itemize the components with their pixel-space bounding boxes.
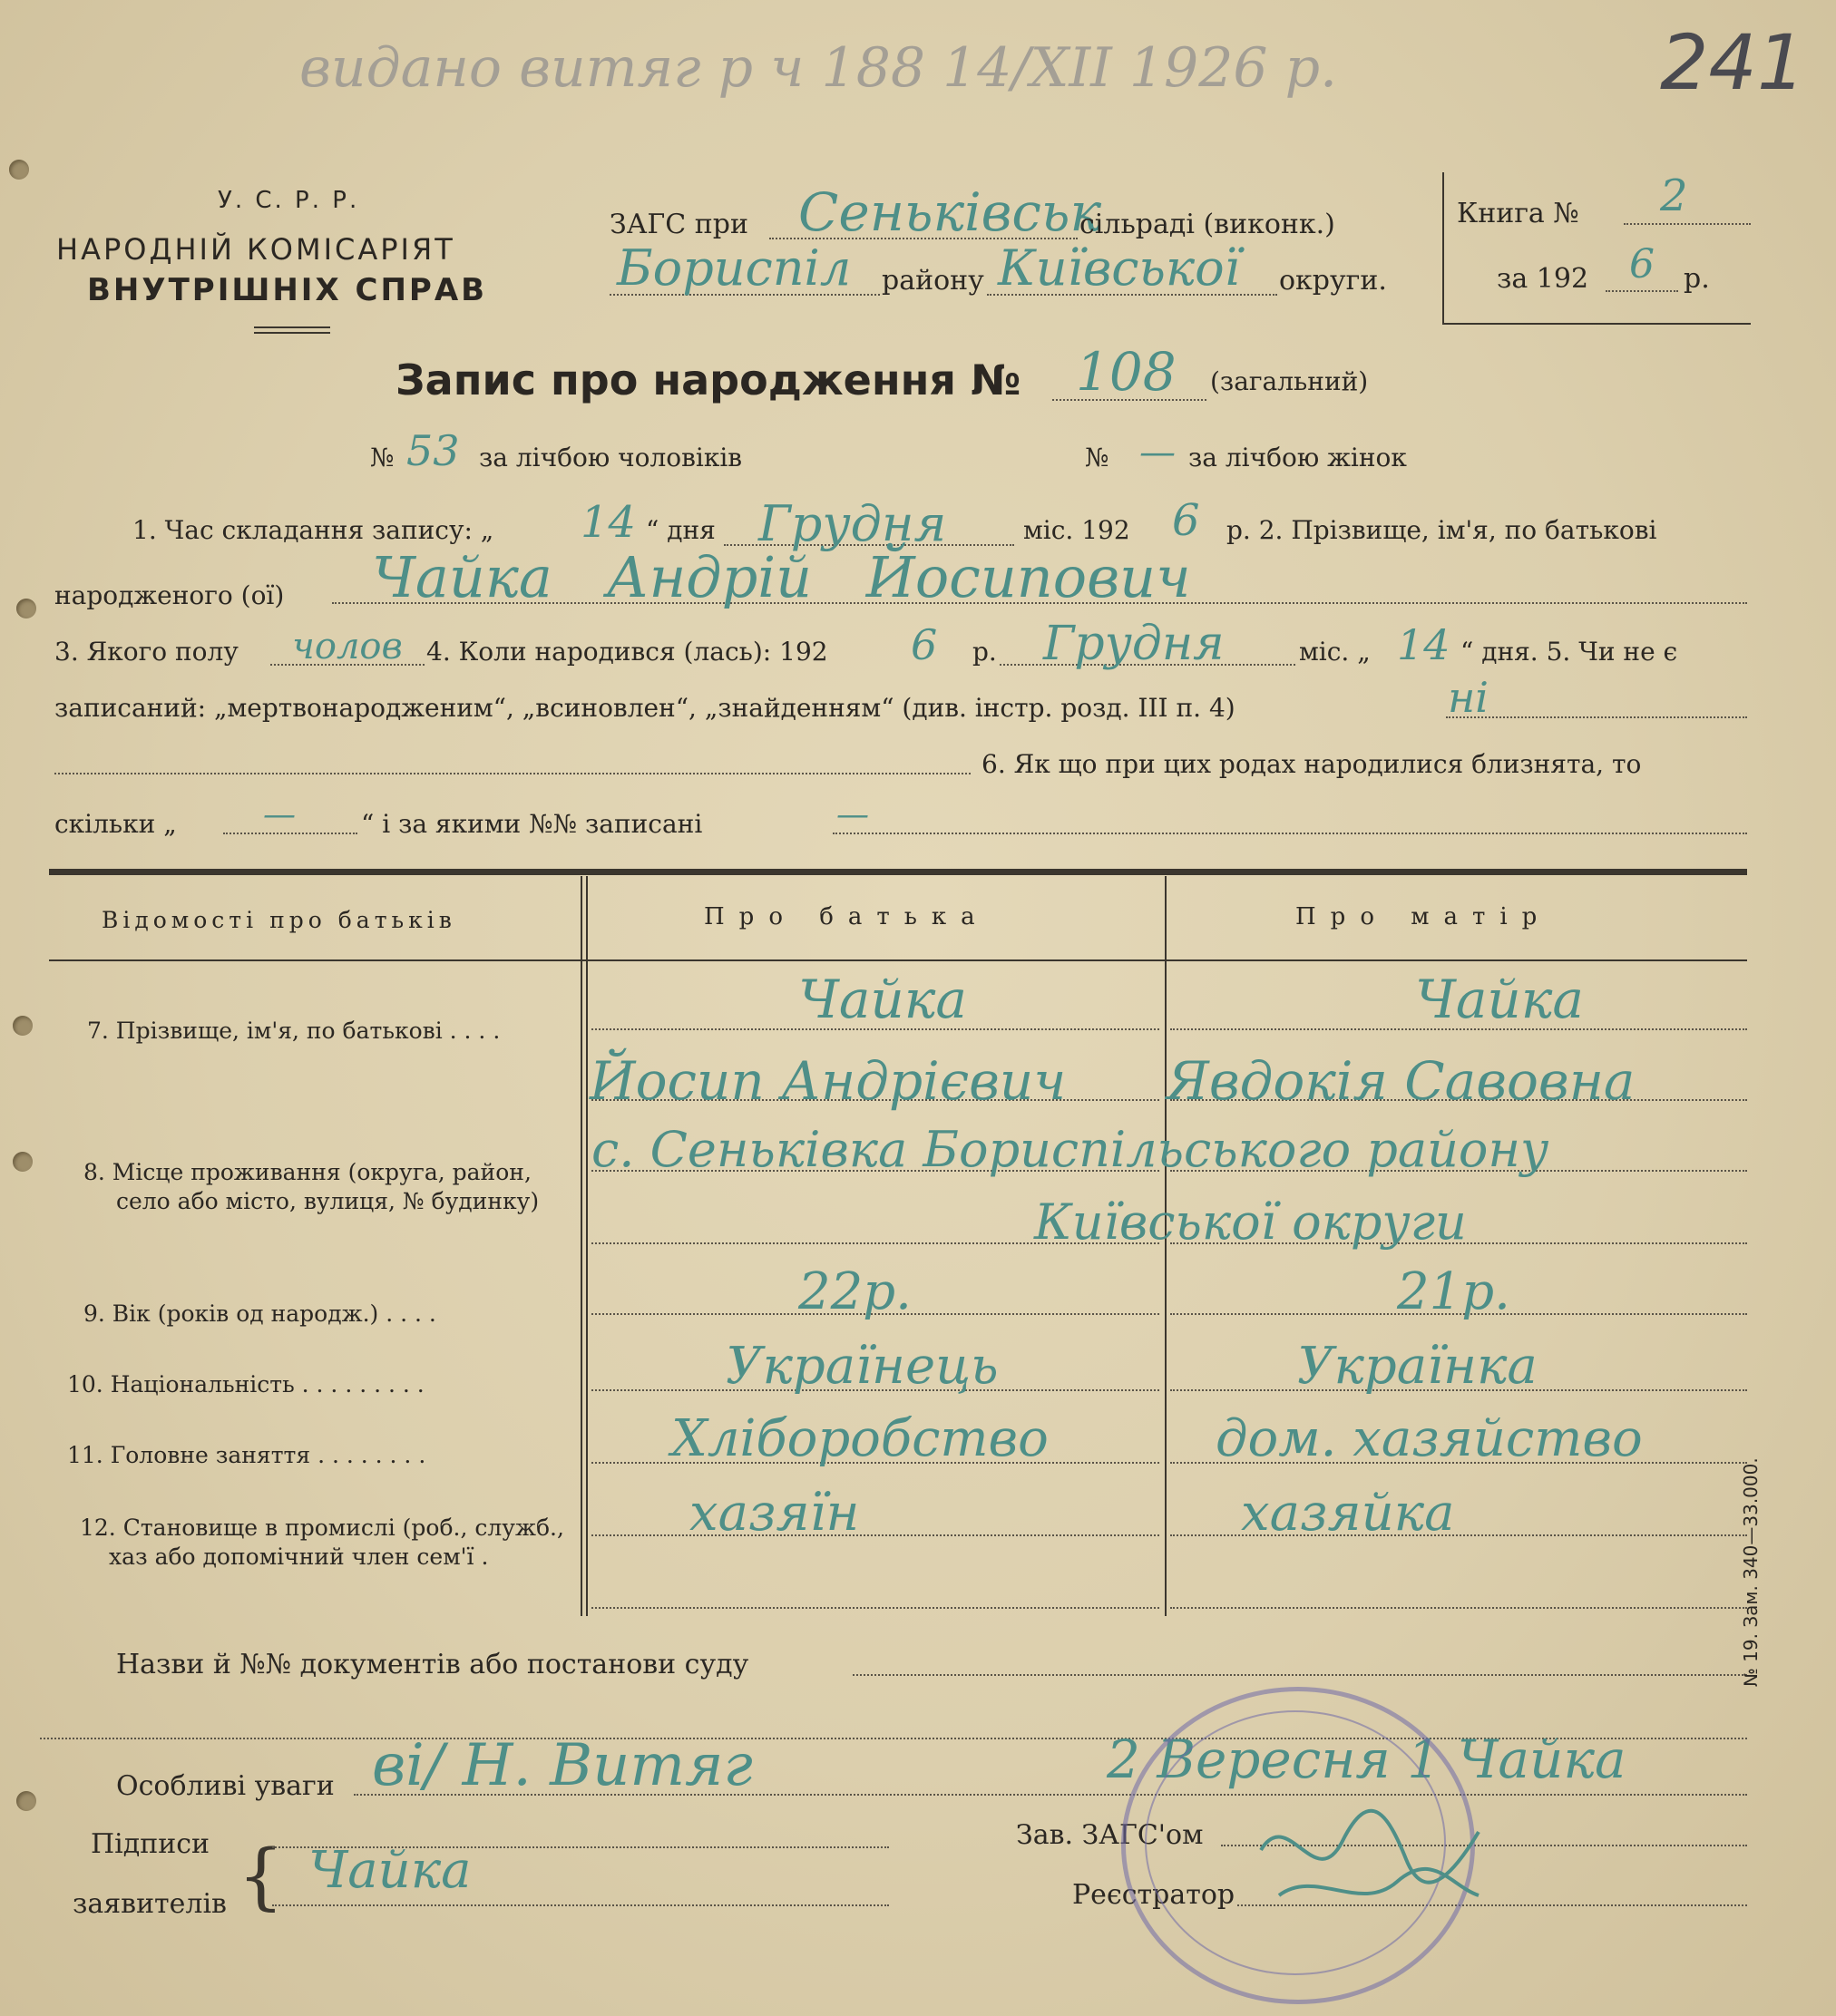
row-8-label-a: 8. Місце проживання (округа, район,: [83, 1159, 532, 1185]
row-12-label-b: хаз або допомічний член сем'ї .: [109, 1544, 489, 1570]
birth-date-label: 4. Коли народився (лась): 192: [426, 637, 828, 667]
name-field-label: р. 2. Прізвище, ім'я, по батькові: [1226, 515, 1657, 545]
born-name: Чайка Андрій Йосипович: [372, 544, 1191, 610]
female-prefix: №: [1085, 443, 1109, 472]
village-value: Сеньківськ: [798, 181, 1102, 243]
entry-day: 14: [581, 497, 637, 548]
mother-position: хазяйка: [1241, 1484, 1455, 1543]
commissariat-label: НАРОДНІЙ КОМІСАРІЯТ: [56, 232, 455, 267]
entry-year: 6: [1172, 495, 1200, 546]
record-title: Запис про народження №: [396, 355, 1021, 404]
book-number-line: [1624, 223, 1751, 225]
signatures-label-2: заявителів: [73, 1888, 227, 1920]
father-age: 22р.: [798, 1262, 912, 1321]
record-suffix: (загальний): [1210, 366, 1369, 396]
mother-row-line-9: [1170, 1607, 1747, 1609]
documents-line: [853, 1674, 1747, 1676]
entry-day-label: “ дня: [646, 515, 716, 545]
book-box-left: [1442, 172, 1444, 325]
birth-day-label: “ дня. 5. Чи не є: [1460, 637, 1678, 667]
okrug-label: округи.: [1279, 265, 1387, 297]
twins-count-label: скільки „: [54, 809, 177, 839]
book-year-suffix: р.: [1684, 263, 1710, 295]
table-header-father: Про батька: [704, 903, 990, 930]
father-position: хазяїн: [689, 1484, 860, 1543]
father-name: Йосип Андрієвич: [590, 1050, 1067, 1112]
father-occupation: Хліборобство: [671, 1409, 1049, 1468]
twins-question: 6. Як що при цих родах народилися близнята, то: [981, 749, 1642, 779]
book-number: 2: [1660, 170, 1688, 221]
twins-count: —: [263, 796, 296, 833]
head-signature: [1252, 1796, 1488, 1923]
book-year-prefix: за 192: [1497, 263, 1589, 295]
row-8-label-b: село або місто, вулиця, № будинку): [116, 1188, 540, 1214]
male-number: 53: [406, 426, 460, 475]
remarks-value-2: 2 Вересня 1 Чайка: [1107, 1729, 1626, 1790]
birth-month-label: міс. „: [1299, 637, 1371, 667]
table-header-parents: Відомості про батьків: [102, 907, 456, 933]
father-surname: Чайка: [798, 969, 967, 1030]
twins-line-blank: [54, 773, 971, 774]
book-year-digit: 6: [1629, 241, 1655, 287]
birth-month: Грудня: [1043, 617, 1225, 671]
header-rule-2: [254, 332, 330, 334]
male-prefix: №: [370, 443, 395, 472]
district-value: Бориспіл: [617, 239, 852, 297]
signatures-brace: {: [238, 1834, 284, 1918]
remarks-label: Особливі уваги: [116, 1770, 335, 1802]
documents-label: Назви й №№ документів або постанови суду: [116, 1649, 749, 1680]
father-row-line-8: [591, 1534, 1159, 1536]
mother-nationality: Українка: [1297, 1337, 1538, 1396]
okrug-value: Київської: [998, 239, 1240, 297]
birth-year: 6: [911, 620, 938, 669]
side-print: № 19. Зам. 340—33.000.: [1740, 1457, 1762, 1687]
sex-value: чолов: [292, 626, 403, 667]
zags-prefix: ЗАГС при: [610, 209, 748, 240]
status-line: [1446, 716, 1747, 718]
mother-surname: Чайка: [1415, 969, 1584, 1030]
page-number: 241: [1660, 18, 1806, 107]
twins-records-label: “ і за якими №№ записані: [361, 809, 703, 839]
female-label: за лічбою жінок: [1188, 443, 1407, 472]
book-box-bottom: [1442, 323, 1751, 325]
address-line-1: с. Сеньківка Бориспільського району: [591, 1121, 1549, 1178]
row-9-label: 9. Вік (років од народж.) . . . .: [83, 1300, 436, 1327]
head-label: Зав. ЗАГС'ом: [1016, 1819, 1204, 1851]
department-label: ВНУТРІШНІХ СПРАВ: [87, 272, 488, 308]
status-answer: ні: [1448, 673, 1489, 722]
usrr-label: У. С. Р. Р.: [218, 187, 360, 214]
status-question: записаний: „мертвонародженим“, „всиновлен“, „знайденням“ (див. інстр. розд. III п. 4): [54, 693, 1235, 723]
row-7-label: 7. Прізвище, ім'я, по батькові . . . .: [87, 1018, 501, 1044]
council-label: сільраді (виконк.): [1079, 209, 1335, 240]
mother-age: 21р.: [1397, 1262, 1510, 1321]
male-label: за лічбою чоловіків: [479, 443, 743, 472]
address-line-2: Київської округи: [1034, 1193, 1467, 1251]
mother-name: Явдокія Савовна: [1167, 1050, 1636, 1112]
header-rule: [254, 326, 330, 328]
born-label: народженого (ої): [54, 580, 285, 610]
birth-year-suffix: р.: [972, 637, 997, 667]
book-label: Книга №: [1457, 198, 1579, 229]
row-12-label-a: 12. Становище в промислі (роб., служб.,: [80, 1514, 564, 1541]
table-col-divider-1: [581, 876, 582, 1616]
table-header-rule: [49, 959, 1747, 961]
signature-line-2: [272, 1904, 889, 1906]
table-top-rule: [49, 869, 1747, 875]
twins-records-line: [833, 833, 1747, 834]
father-nationality: Українець: [726, 1337, 999, 1396]
signatures-label-1: Підписи: [91, 1828, 210, 1860]
table-header-mother: Про матір: [1295, 903, 1552, 930]
applicant-signature: Чайка: [308, 1841, 472, 1900]
remarks-value: ві/ Н. Витяг: [372, 1732, 753, 1799]
entry-month: Грудня: [758, 495, 947, 552]
registrar-label: Реєстратор: [1072, 1879, 1235, 1911]
father-row-line-9: [591, 1607, 1159, 1609]
entry-date-label: 1. Час складання запису: „: [132, 515, 494, 545]
female-number: —: [1139, 432, 1176, 473]
table-col-divider-1b: [586, 876, 588, 1616]
header-note: видано витяг р ч 188 14/XII 1926 р.: [299, 36, 1338, 100]
book-year-line: [1606, 290, 1678, 292]
record-number: 108: [1076, 341, 1177, 403]
sex-label: 3. Якого полу: [54, 637, 239, 667]
entry-year-label: міс. 192: [1023, 515, 1130, 545]
row-10-label: 10. Національність . . . . . . . . .: [67, 1371, 425, 1398]
row-11-label: 11. Головне заняття . . . . . . . .: [67, 1442, 426, 1468]
mother-occupation: дом. хазяйство: [1216, 1409, 1643, 1468]
district-label: району: [882, 265, 984, 297]
twins-records: —: [836, 796, 869, 833]
birth-day: 14: [1397, 620, 1450, 669]
